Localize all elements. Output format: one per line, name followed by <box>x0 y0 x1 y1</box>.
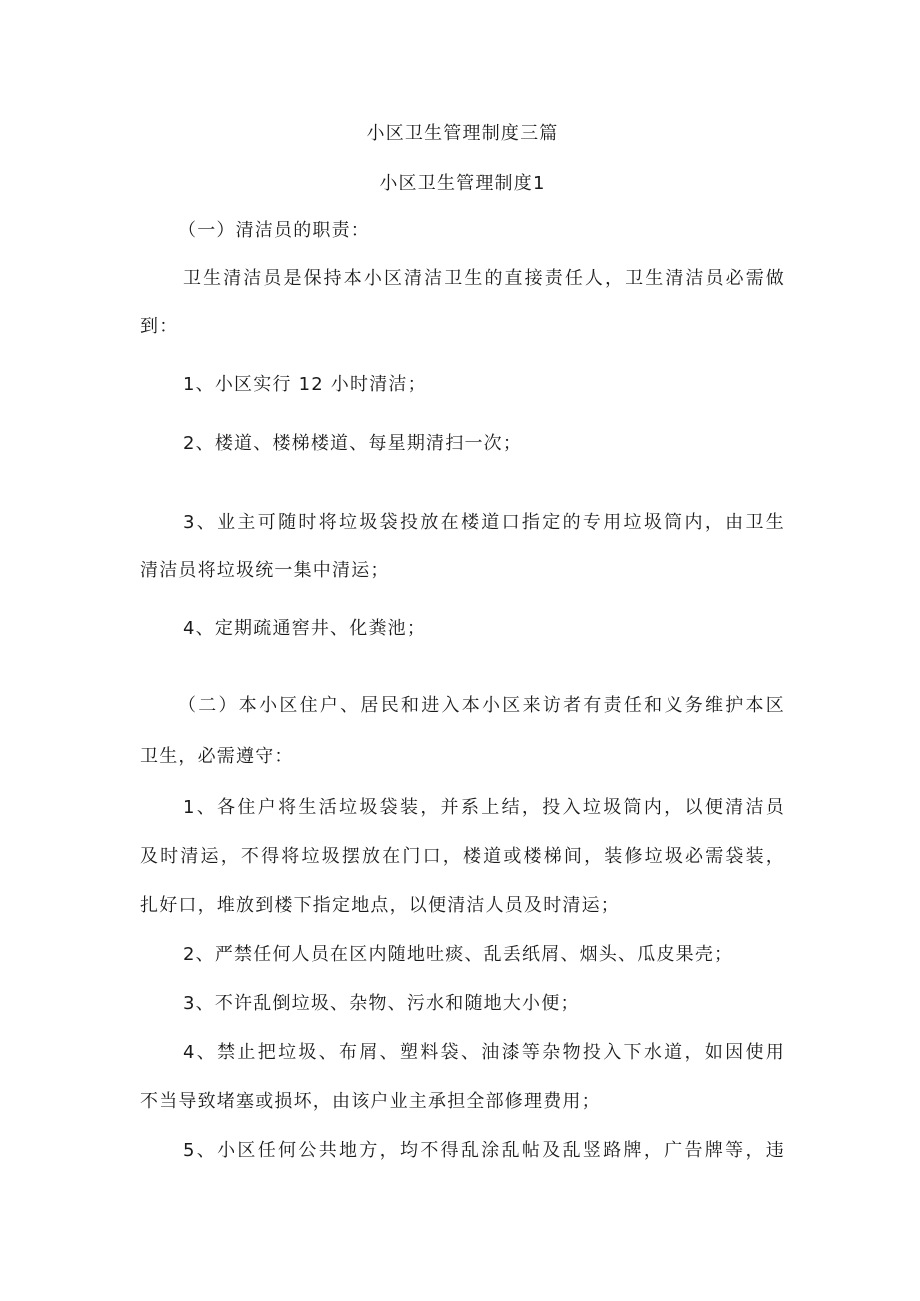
section2-item1-line3: 扎好口，堆放到楼下指定地点，以便清洁人员及时清运； <box>140 895 620 916</box>
section2-heading-line1: （二）本小区住户、居民和进入本小区来访者有责任和义务维护本区 <box>178 695 785 716</box>
section2-item1-line1: 1、各住户将生活垃圾袋装，并系上结，投入垃圾筒内，以便清洁员 <box>183 797 785 818</box>
section1-item3-line1: 3、业主可随时将垃圾袋投放在楼道口指定的专用垃圾筒内，由卫生 <box>183 512 785 533</box>
section2-item4-line2: 不当导致堵塞或损坏，由该户业主承担全部修理费用； <box>140 1091 601 1112</box>
section1-intro-line2: 到： <box>140 316 179 337</box>
section2-heading-line2: 卫生，必需遵守： <box>140 746 294 767</box>
section2-item1-line2: 及时清运，不得将垃圾摆放在门口，楼道或楼梯间，装修垃圾必需袋装， <box>140 846 785 867</box>
section2-item3: 3、不许乱倒垃圾、杂物、污水和随地大小便； <box>183 993 580 1014</box>
section1-item2: 2、楼道、楼梯楼道、每星期清扫一次； <box>183 433 523 454</box>
section1-item1: 1、小区实行 12 小时清洁； <box>183 374 427 395</box>
section1-heading: （一）清洁员的职责： <box>178 220 370 241</box>
section1-intro-line1: 卫生清洁员是保持本小区清洁卫生的直接责任人，卫生清洁员必需做 <box>183 268 785 289</box>
document-title: 小区卫生管理制度三篇 <box>366 123 559 144</box>
section1-item4: 4、定期疏通窖井、化粪池； <box>183 618 427 639</box>
section2-item4-line1: 4、禁止把垃圾、布屑、塑料袋、油漆等杂物投入下水道，如因使用 <box>183 1042 785 1063</box>
document-subtitle: 小区卫生管理制度1 <box>379 173 546 194</box>
section1-item3-line2: 清洁员将垃圾统一集中清运； <box>140 560 390 581</box>
section2-item5-line1: 5、小区任何公共地方，均不得乱涂乱帖及乱竖路牌，广告牌等，违 <box>183 1140 785 1161</box>
section2-item2: 2、严禁任何人员在区内随地吐痰、乱丢纸屑、烟头、瓜皮果壳； <box>183 944 734 965</box>
